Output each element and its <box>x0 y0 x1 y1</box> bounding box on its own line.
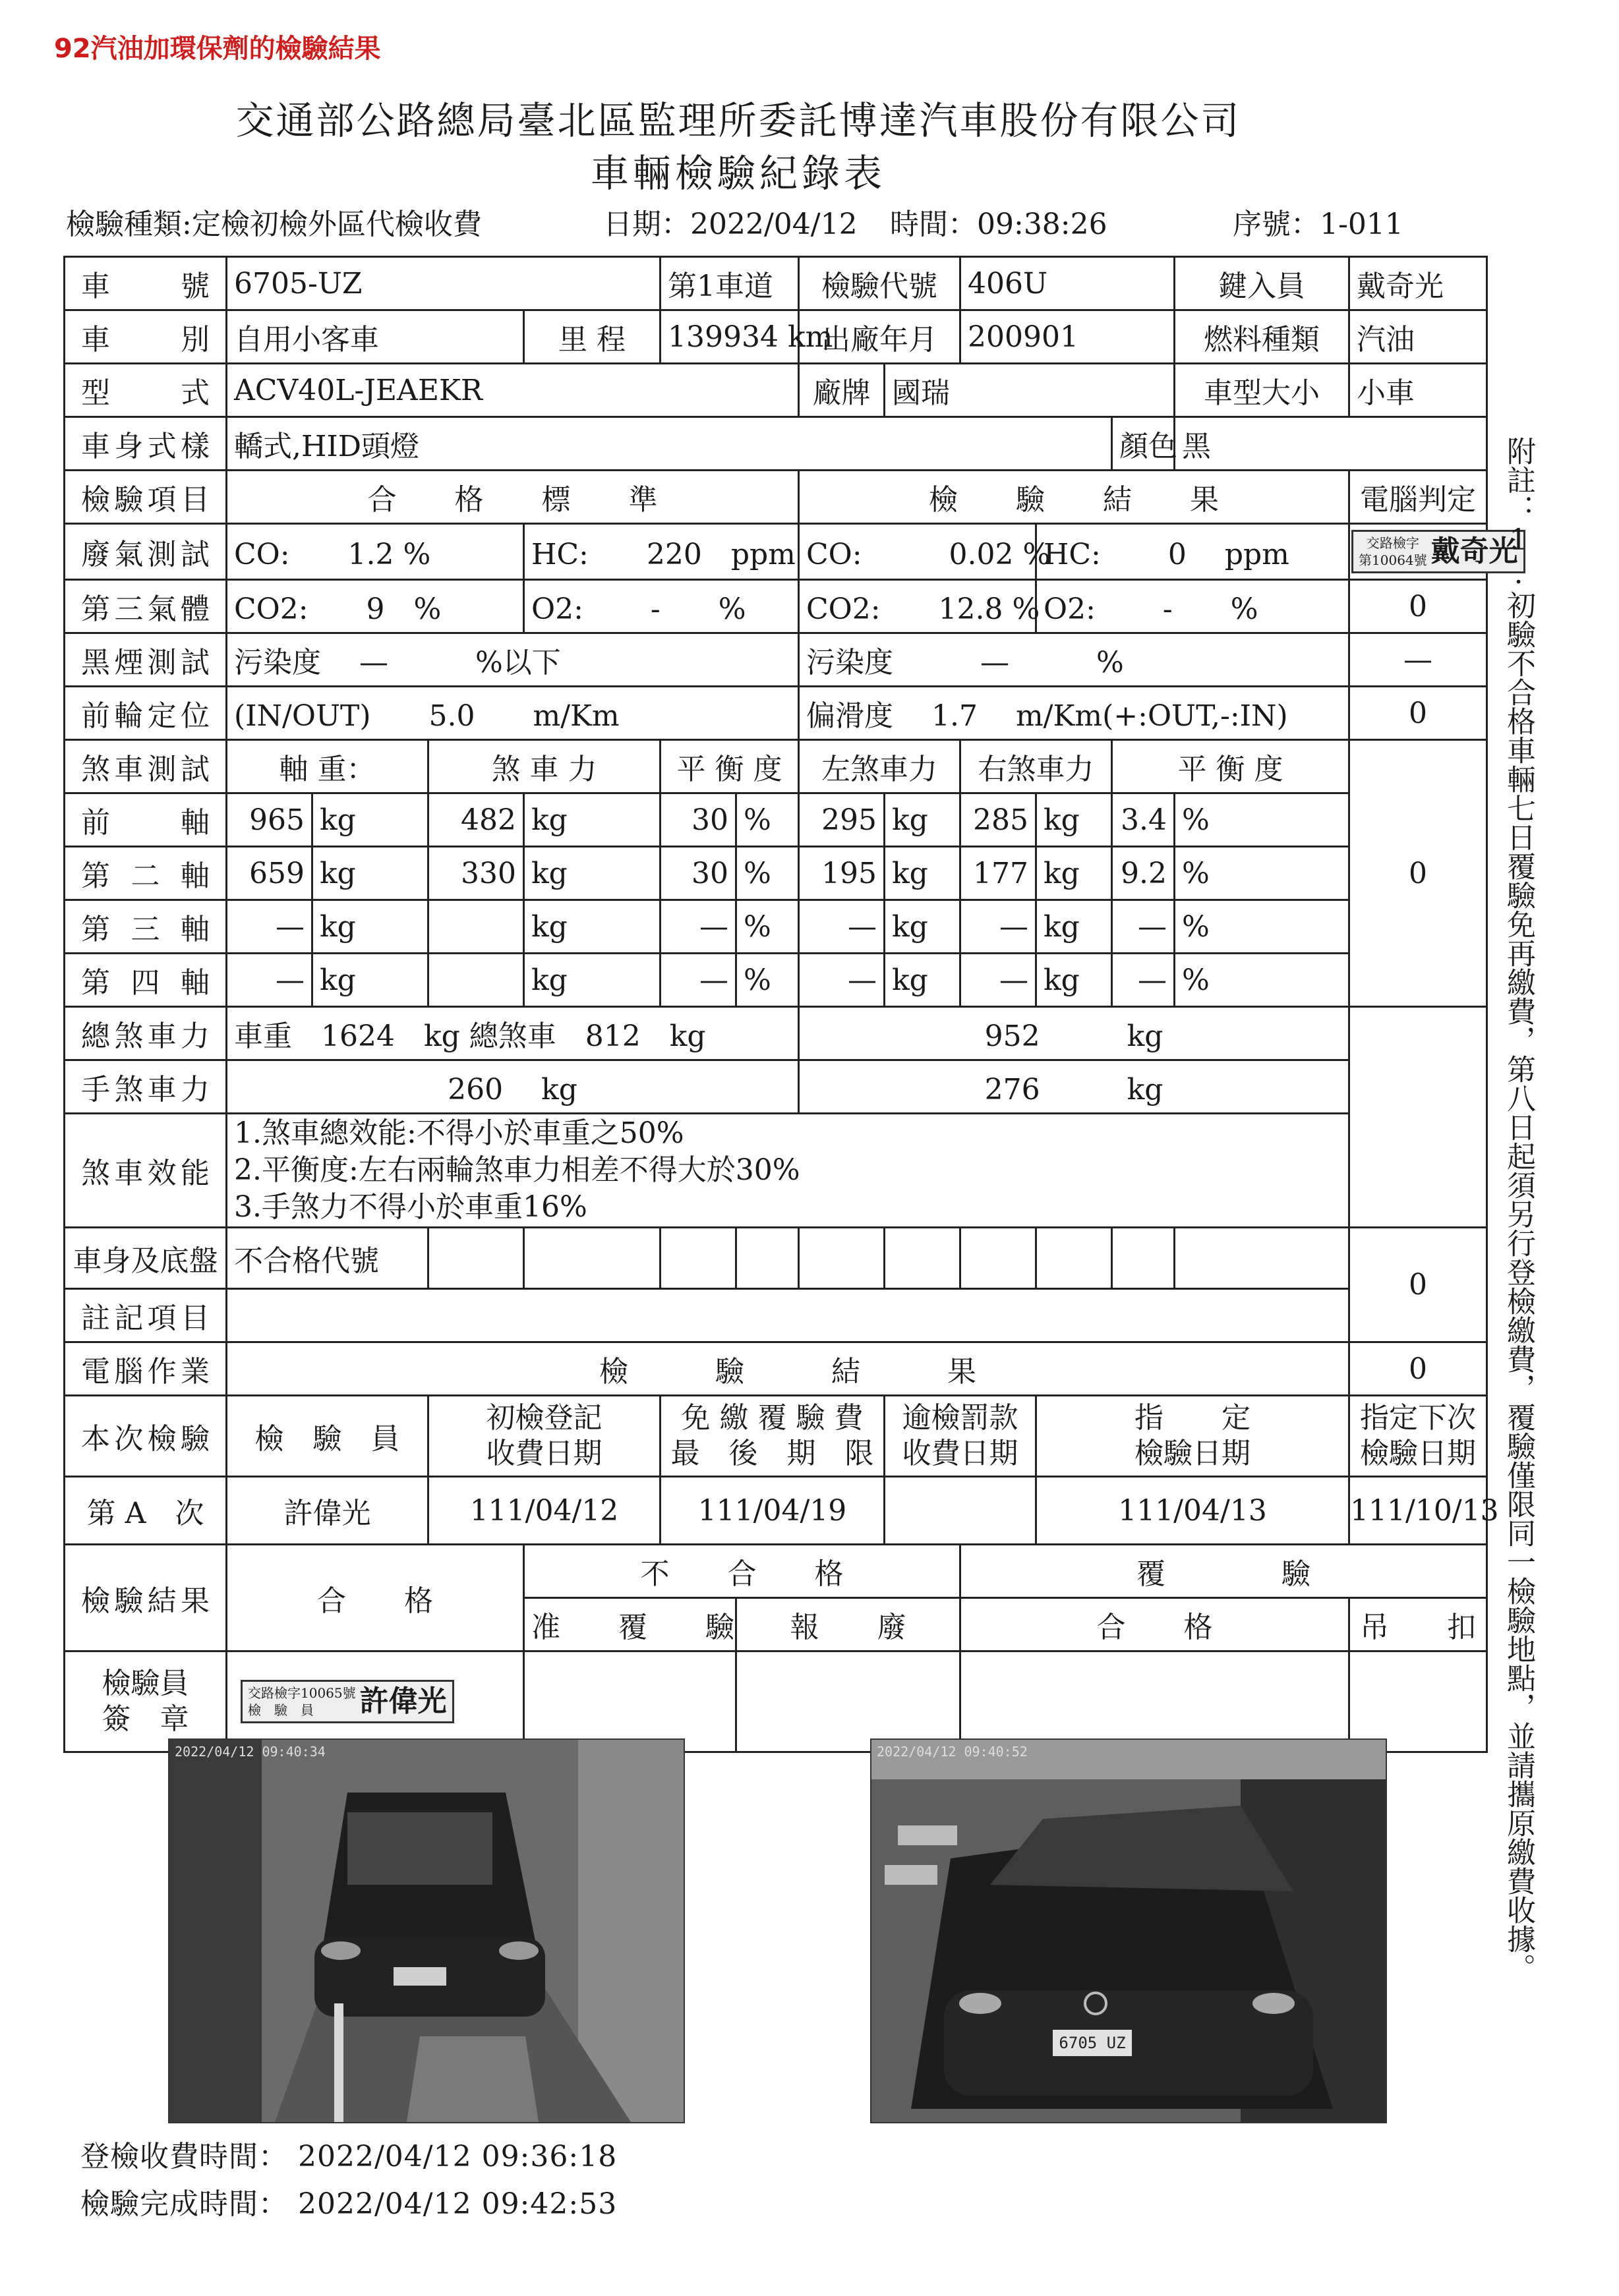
right-brake: — <box>960 954 1036 1007</box>
fuel-value: 汽油 <box>1349 310 1487 364</box>
total-brake-std: 車重 1624 kg 總煞車 812 kg <box>227 1007 799 1060</box>
emission-label: 廢氣測試 <box>65 524 227 580</box>
info-date-value: 2022/04/12 <box>690 208 858 241</box>
chassis-code-3 <box>661 1228 736 1289</box>
doc-title-org: 交通部公路總局臺北區監理所委託博達汽車股份有限公司 <box>235 98 1241 143</box>
emission-stamp-cell <box>1349 524 1518 580</box>
plate-value: 6705-UZ <box>227 257 661 310</box>
category-label: 車 別 <box>65 310 227 364</box>
appoint-line2: 檢驗日期 <box>1134 1437 1251 1470</box>
row-gas3 <box>65 580 1487 633</box>
brake-right-header: 右煞車力 <box>960 740 1112 793</box>
category-value: 自用小客車 <box>227 310 524 364</box>
total-brake-res: 952 kg <box>799 1007 1349 1060</box>
alignment-std: (IN/OUT) 5.0 m/Km <box>227 687 799 740</box>
row-plate <box>65 257 1487 310</box>
brake-balance2-header: 平 衡 度 <box>1112 740 1349 793</box>
emission-std-hc: HC: 220 ppm <box>524 524 799 580</box>
row-alignment <box>65 687 1487 740</box>
row-notes <box>65 1289 1487 1342</box>
header-standard: 合 格 標 準 <box>227 471 799 524</box>
info-serial-label: 序號 <box>1233 208 1291 241</box>
photo-2-timestamp: 2022/04/12 09:40:52 <box>877 1744 1028 1760</box>
chassis-code-label: 不合格代號 <box>227 1228 428 1289</box>
axle-weight: 965 <box>227 793 312 847</box>
chassis-code-1 <box>428 1228 524 1289</box>
row-model <box>65 364 1487 417</box>
result-fail-header: 不 合 格 <box>524 1545 960 1598</box>
balance2: — <box>1112 900 1175 954</box>
brake-force: 330 <box>428 847 524 900</box>
color-label: 顏色 <box>1112 417 1175 471</box>
unit-pct: % <box>736 954 799 1007</box>
car-photo-1-image <box>169 1740 684 2122</box>
row-smoke <box>65 633 1487 687</box>
row-emission <box>65 524 1487 580</box>
result-recheck-pass: 合 格 <box>960 1598 1349 1651</box>
computer-label: 電腦作業 <box>65 1342 227 1396</box>
gas3-res-co2: CO2: 12.8 % <box>799 580 1036 633</box>
top-caption: 92汽油加環保劑的檢驗結果 <box>54 34 381 64</box>
schedule-next-date: 111/10/13 <box>1349 1477 1487 1545</box>
size-label: 車型大小 <box>1175 364 1349 417</box>
next-line2: 檢驗日期 <box>1360 1437 1477 1470</box>
chassis-code-2 <box>524 1228 661 1289</box>
photo-2-plate: 6705 UZ <box>1059 2034 1126 2052</box>
brand-label: 廠牌 <box>799 364 885 417</box>
unit-kg: kg <box>885 900 960 954</box>
brake-row-label: 前 軸 <box>65 793 227 847</box>
balance: — <box>661 900 736 954</box>
signature-blank-2 <box>736 1651 960 1752</box>
camera-photo-side <box>870 1738 1387 2123</box>
total-brake-label: 總煞車力 <box>65 1007 227 1060</box>
efficiency-label: 煞車效能 <box>65 1114 227 1228</box>
hand-brake-std: 260 kg <box>227 1060 799 1114</box>
schedule-appoint-header <box>1036 1396 1349 1477</box>
brake-force <box>428 900 524 954</box>
schedule-reg-header <box>428 1396 661 1477</box>
efficiency-rule-1: 1.煞車總效能:不得小於車重之50% <box>234 1116 684 1150</box>
signature-stamp-line1: 交路檢字10065號 <box>248 1685 356 1701</box>
brake-balance-header: 平 衡 度 <box>661 740 799 793</box>
brake-row <box>65 900 1487 954</box>
efficiency-rule-2: 2.平衡度:左右兩輪煞車力相差不得大於30% <box>234 1153 800 1187</box>
axle-weight: 659 <box>227 847 312 900</box>
efficiency-rule-3: 3.手煞力不得小於車重16% <box>234 1190 587 1224</box>
gas3-label: 第三氣體 <box>65 580 227 633</box>
row-category <box>65 310 1487 364</box>
right-brake: 177 <box>960 847 1036 900</box>
chassis-code-7 <box>960 1228 1036 1289</box>
mfg-label: 出廠年月 <box>799 310 960 364</box>
row-chassis <box>65 1228 1487 1289</box>
photo-1-timestamp: 2022/04/12 09:40:34 <box>175 1744 326 1760</box>
result-recheck-header: 覆 驗 <box>960 1545 1487 1598</box>
header-item: 檢驗項目 <box>65 471 227 524</box>
brake-row <box>65 847 1487 900</box>
footer-checkin-time: 登檢收費時間： 2022/04/12 09:36:18 <box>80 2140 618 2173</box>
signature-label <box>65 1651 227 1752</box>
fine-line1: 逾檢罰款 <box>902 1401 1018 1435</box>
entry-label: 鍵入員 <box>1175 257 1349 310</box>
result-allow-recheck: 准 覆 驗 <box>524 1598 736 1651</box>
unit-pct: % <box>736 847 799 900</box>
unit-kg: kg <box>312 900 428 954</box>
camera-photo-front <box>168 1738 685 2123</box>
unit-kg: kg <box>885 954 960 1007</box>
chassis-code-10 <box>1175 1228 1349 1289</box>
right-brake: 285 <box>960 793 1036 847</box>
row-hand-brake <box>65 1060 1487 1114</box>
row-brake-header <box>65 740 1487 793</box>
side-note: 附註：1.初驗不合格車輛七日覆驗免再繳費，第八日起須另行登檢繳費，覆驗僅限同一檢驗地點，並請攜原繳費收據。 <box>1502 436 1535 1982</box>
alignment-res: 偏滑度 1.7 m/Km(+:OUT,-:IN) <box>799 687 1349 740</box>
unit-pct: % <box>1175 847 1349 900</box>
unit-pct: % <box>1175 793 1349 847</box>
appoint-line1: 指 定 <box>1134 1401 1251 1435</box>
unit-kg: kg <box>1036 847 1112 900</box>
info-date-label: 日期 <box>603 208 661 241</box>
schedule-round: 第 A 次 <box>65 1477 227 1545</box>
chassis-code-8 <box>1036 1228 1112 1289</box>
brake-left-header: 左煞車力 <box>799 740 960 793</box>
row-signature <box>65 1651 1487 1752</box>
computer-judge: 0 <box>1349 1342 1487 1396</box>
brake-judge: 0 <box>1349 740 1487 1007</box>
brake-force: 482 <box>428 793 524 847</box>
schedule-fine-date <box>885 1477 1036 1545</box>
balance2: — <box>1112 954 1175 1007</box>
gas3-judge: 0 <box>1349 580 1487 633</box>
smoke-label: 黑煙測試 <box>65 633 227 687</box>
next-line1: 指定下次 <box>1360 1401 1477 1435</box>
schedule-free-deadline: 111/04/19 <box>661 1477 885 1545</box>
schedule-inspector-header: 檢 驗 員 <box>227 1396 428 1477</box>
schedule-reg-date: 111/04/12 <box>428 1477 661 1545</box>
balance2: 3.4 <box>1112 793 1175 847</box>
footer-done-time: 檢驗完成時間： 2022/04/12 09:42:53 <box>80 2187 618 2221</box>
left-brake: 195 <box>799 847 885 900</box>
left-brake: 295 <box>799 793 885 847</box>
emission-std-co: CO: 1.2 % <box>227 524 524 580</box>
unit-kg: kg <box>1036 793 1112 847</box>
inspect-code-value: 406U <box>960 257 1175 310</box>
info-type-label: 檢驗種類 <box>66 208 182 241</box>
computer-result: 檢 驗 結 果 <box>227 1342 1349 1396</box>
schedule-free-header <box>661 1396 885 1477</box>
lane-value: 第1車道 <box>661 257 799 310</box>
unit-pct: % <box>1175 954 1349 1007</box>
chassis-code-9 <box>1112 1228 1175 1289</box>
header-judge: 電腦判定 <box>1349 471 1487 524</box>
brake-row-label: 第 三 軸 <box>65 900 227 954</box>
result-revoke: 吊 扣 <box>1349 1598 1487 1651</box>
header-result: 檢 驗 結 果 <box>799 471 1349 524</box>
info-type: 檢驗種類:定檢初檢外區代檢收費 <box>66 208 482 241</box>
row-total-brake <box>65 1007 1487 1060</box>
row-schedule-header <box>65 1396 1487 1477</box>
brake-force-header: 煞 車 力 <box>428 740 661 793</box>
axle-weight: — <box>227 954 312 1007</box>
unit-kg: kg <box>1036 954 1112 1007</box>
emission-res-hc: HC: 0 ppm <box>1036 524 1349 580</box>
body-label: 車身式樣 <box>65 417 227 471</box>
mileage-label: 里 程 <box>524 310 661 364</box>
unit-kg: kg <box>1036 900 1112 954</box>
signature-stamp-line2: 檢 驗 員 <box>248 1702 314 1718</box>
mileage-value: 139934 km <box>661 310 799 364</box>
stamp-line2: 第10064號 <box>1359 552 1427 568</box>
result-label: 檢驗結果 <box>65 1545 227 1651</box>
signature-blank-3 <box>960 1651 1349 1752</box>
hand-brake-res: 276 kg <box>799 1060 1349 1114</box>
balance2: 9.2 <box>1112 847 1175 900</box>
hand-brake-label: 手煞車力 <box>65 1060 227 1114</box>
left-brake: — <box>799 954 885 1007</box>
chassis-label: 車身及底盤 <box>65 1228 227 1289</box>
info-type-value: 定檢初檢外區代檢收費 <box>191 208 482 241</box>
signature-blank-4 <box>1349 1651 1487 1752</box>
stamp-name: 戴奇光 <box>1430 534 1518 568</box>
smoke-std: 污染度 — %以下 <box>227 633 799 687</box>
unit-kg: kg <box>885 793 960 847</box>
unit-pct: % <box>736 793 799 847</box>
left-brake: — <box>799 900 885 954</box>
signature-blank-1 <box>524 1651 736 1752</box>
info-time-label: 時間 <box>890 208 948 241</box>
brake-row-label: 第 四 軸 <box>65 954 227 1007</box>
row-efficiency <box>65 1114 1487 1228</box>
model-label: 型 式 <box>65 364 227 417</box>
doc-title: 車輛檢驗紀錄表 <box>590 151 886 196</box>
info-date: 日期：2022/04/12 <box>603 208 858 241</box>
reg-line2: 收費日期 <box>486 1437 603 1470</box>
brake-axle-weight-header: 軸 重： <box>227 740 428 793</box>
reg-line1: 初檢登記 <box>486 1401 603 1435</box>
unit-pct: % <box>1175 900 1349 954</box>
color-value: 黑 <box>1175 417 1487 471</box>
schedule-inspector: 許偉光 <box>227 1477 428 1545</box>
smoke-judge: — <box>1349 633 1487 687</box>
info-time-value: 09:38:26 <box>977 208 1107 241</box>
stamp-line1: 交路檢字 <box>1366 535 1419 551</box>
unit-kg: kg <box>524 793 661 847</box>
row-computer <box>65 1342 1487 1396</box>
alignment-judge: 0 <box>1349 687 1487 740</box>
unit-kg: kg <box>524 847 661 900</box>
schedule-next-header <box>1349 1396 1487 1477</box>
model-value: ACV40L-JEAEKR <box>227 364 799 417</box>
brand-value: 國瑞 <box>885 364 1175 417</box>
chassis-code-5 <box>799 1228 885 1289</box>
info-time: 時間：09:38:26 <box>890 208 1107 241</box>
brake-row <box>65 954 1487 1007</box>
gas3-std-o2: O2: - % <box>524 580 799 633</box>
notes-label: 註記項目 <box>65 1289 227 1342</box>
brake-row-label: 第 二 軸 <box>65 847 227 900</box>
brake-label: 煞車測試 <box>65 740 227 793</box>
mfg-value: 200901 <box>960 310 1175 364</box>
notes-value <box>227 1289 1349 1342</box>
emission-res-co: CO: 0.02 % <box>799 524 1036 580</box>
smoke-res: 污染度 — % <box>799 633 1349 687</box>
efficiency-rules <box>227 1114 1349 1228</box>
unit-kg: kg <box>312 793 428 847</box>
free-line2: 最 後 期 限 <box>670 1437 874 1470</box>
unit-kg: kg <box>524 900 661 954</box>
brake-judge-blank <box>1349 1007 1487 1228</box>
schedule-fine-header <box>885 1396 1036 1477</box>
signature-label-line1: 檢驗員 <box>102 1667 189 1700</box>
schedule-appoint-date: 111/04/13 <box>1036 1477 1349 1545</box>
signature-label-line2: 簽 章 <box>102 1702 189 1736</box>
plate-label: 車 號 <box>65 257 227 310</box>
unit-kg: kg <box>885 847 960 900</box>
signature-stamp-name: 許偉光 <box>359 1684 447 1718</box>
unit-kg: kg <box>312 847 428 900</box>
axle-weight: — <box>227 900 312 954</box>
inspection-table <box>63 256 1518 1753</box>
chassis-code-6 <box>885 1228 960 1289</box>
brake-force <box>428 954 524 1007</box>
alignment-label: 前輪定位 <box>65 687 227 740</box>
fine-line2: 收費日期 <box>902 1437 1018 1470</box>
schedule-label: 本次檢驗 <box>65 1396 227 1477</box>
gas3-res-o2: O2: - % <box>1036 580 1349 633</box>
chassis-judge: 0 <box>1349 1228 1487 1342</box>
free-line1: 免 繳 覆 驗 費 <box>681 1401 864 1435</box>
signature-stamp <box>241 1680 454 1723</box>
car-photo-2-image <box>871 1740 1386 2122</box>
info-serial: 序號：1-011 <box>1233 208 1403 241</box>
unit-kg: kg <box>524 954 661 1007</box>
signature-stamp-cell <box>227 1651 524 1752</box>
row-schedule <box>65 1477 1487 1545</box>
unit-kg: kg <box>312 954 428 1007</box>
body-value: 轎式,HID頭燈 <box>227 417 1112 471</box>
chassis-code-4 <box>736 1228 799 1289</box>
entry-value: 戴奇光 <box>1349 257 1487 310</box>
inspect-code-label: 檢驗代號 <box>799 257 960 310</box>
info-serial-value: 1-011 <box>1320 208 1403 241</box>
right-brake: — <box>960 900 1036 954</box>
row-result-top <box>65 1545 1487 1598</box>
balance: — <box>661 954 736 1007</box>
size-value: 小車 <box>1349 364 1487 417</box>
row-body <box>65 417 1487 471</box>
brake-row <box>65 793 1487 847</box>
unit-pct: % <box>736 900 799 954</box>
result-scrap: 報 廢 <box>736 1598 960 1651</box>
balance: 30 <box>661 847 736 900</box>
result-pass: 合 格 <box>227 1545 524 1651</box>
gas3-std-co2: CO2: 9 % <box>227 580 524 633</box>
row-headers <box>65 471 1487 524</box>
balance: 30 <box>661 793 736 847</box>
fuel-label: 燃料種類 <box>1175 310 1349 364</box>
